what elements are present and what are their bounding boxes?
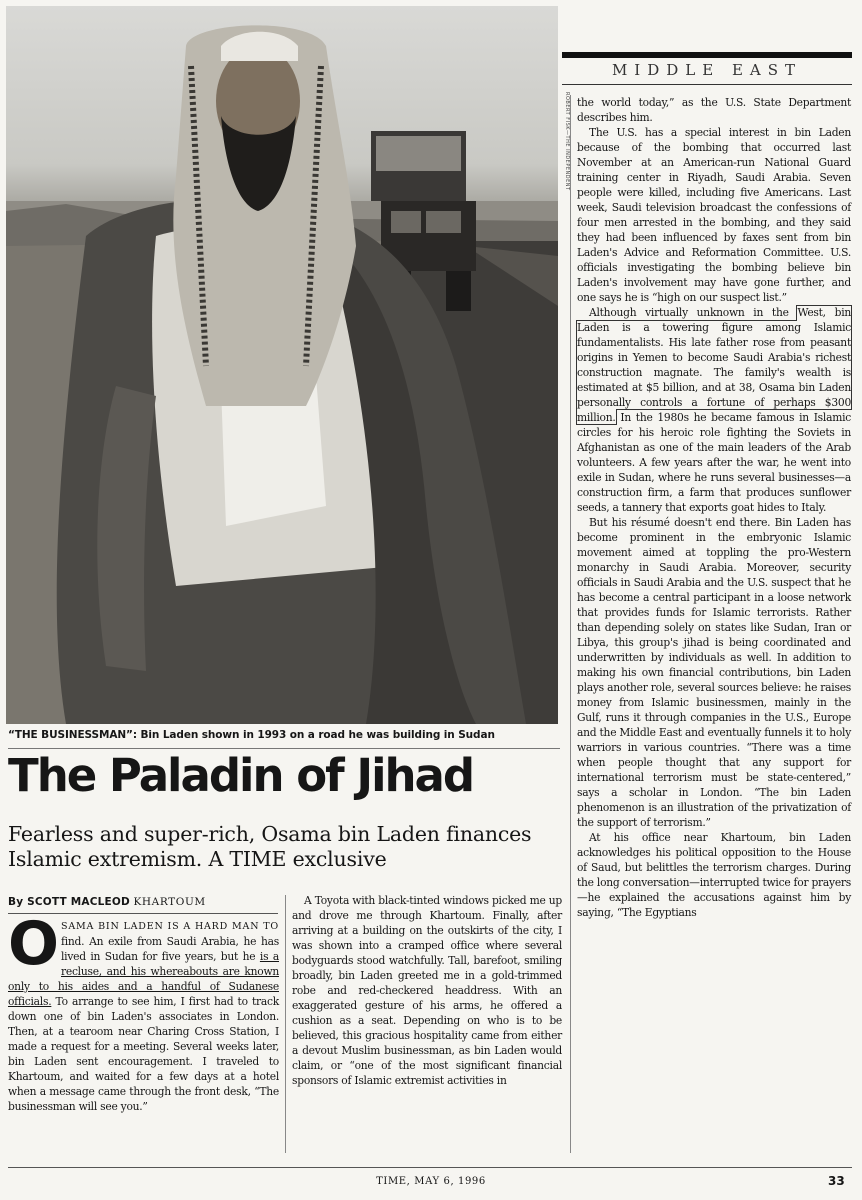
text-run: To arrange to see him, I first had to track down one of bin Laden's associates in London. Then, at a tearoom near Charing Cross Station, I made a request for a meeting. Several weeks later, bin Laden sent encouragement. I traveled to Khartoum, and waited for a few days at a hotel when a message came through the front desk, “The businessman will see you.” [8, 995, 279, 1113]
photo-credit: ROBERT FISK—THE INDEPENDENT [564, 92, 570, 191]
body-column-3 [577, 95, 851, 920]
paragraph: The U.S. has a special interest in bin Laden because of the bombing that occurred last November at an American-run National Guard training center in Riyadh, Saudi Arabia. Seven people were killed, including five Americans. Last week, Saudi television broadcast the confessions of four men arrested in the bombing, and they said they had been influenced by faxes sent from bin Laden's Advice and Reformation Committee. U.S. officials investigating the bombing believe bin Laden's involvement may have gone further, and one says he is “high on our suspect list.” [577, 126, 851, 304]
article-deck: Fearless and super-rich, Osama bin Laden finances Islamic extremism. A TIME exclusive [8, 822, 532, 871]
byline [8, 896, 278, 908]
marked-text: is a recluse, and his whereabouts are known only to his aides and a handful of Sudanese officials. [8, 950, 279, 1008]
section-bottom-rule [562, 84, 852, 85]
column-divider [285, 895, 286, 1153]
body-column-1 [8, 909, 279, 1114]
body-column-2 [292, 893, 562, 1088]
article-headline: The Paladin of Jihad [8, 749, 474, 802]
boxed-text: West, bin Laden is a towering figure among Islamic fundamentalists. His late father rose from peasant origins in Yemen to become Saudi Arabia's richest construction magnate. The family's wealth is estimated at $5 billion, and at 38, Osama bin Laden personally controls a fortune of perhaps $300 million. [577, 306, 852, 424]
drop-cap: O [8, 909, 58, 979]
paragraph: A Toyota with black-tinted windows picked me up and drove me through Khartoum. Finally, after arriving at a building on the outskirts of the city, I was shown into a cramped office where several bodyguards stood watchfully. Tall, barefoot, smiling broadly, bin Laden greeted me in a gold-trimmed robe and red-checkered headdress. With an exaggerated gesture of his arms, he offered a cushion as a seat. Depending on who is to be believed, this gracious hospitality came from either a devout Muslim businessman, as bin Laden would claim, or “one of the most significant financial sponsors of Islamic extremist activities in [292, 894, 562, 1087]
byline-author: By SCOTT MACLEOD [8, 896, 130, 908]
paragraph [577, 305, 851, 515]
section-top-rule [562, 52, 852, 58]
text-run: find. An exile from Saudi Arabia, he has lived in Sudan for five years, but he [61, 935, 279, 963]
issue-line: TIME, MAY 6, 1996 [376, 1176, 486, 1187]
footer-rule [8, 1167, 852, 1168]
paragraph [8, 909, 279, 1114]
section-name: MIDDLE EAST [611, 61, 803, 79]
paragraph: At his office near Khartoum, bin Laden acknowledges his political opposition to the House of Saud, but belittles the terrorism charges. During the long conversation—interrupted twice for prayers—he explained the accusations against him by saying, “The Egyptians [577, 831, 851, 919]
bin-laden-photo [6, 6, 558, 724]
paragraph: But his résumé doesn't end there. Bin Laden has become prominent in the embryonic Islamic movement aimed at toppling the pro-Western monarchy in Saudi Arabia. Moreover, security officials in Saudi Arabia and the U.S. suspect that he has become a central participant in a loose network that provides funds for Islamic terrorists. Rather than depending solely on states like Sudan, Iran or Libya, this group's jihad is being coordinated and underwritten by individuals as well. In addition to making his own financial contributions, bin Laden plays another role, several sources believe: he raises money from Islamic businessmen, mainly in the Gulf, runs it through companies in the U.S., Europe and the Middle East and eventually funnels it to holy warriors in various countries. “There was a time when people thought that any support for international terrorism must be state-centered,” says a scholar in London. “The bin Laden phenomenon is an illustration of the privatization of the support of terrorism.” [577, 516, 851, 829]
photo-caption: “THE BUSINESSMAN”: Bin Laden shown in 1993 on a road he was building in Sudan [8, 729, 495, 741]
column-divider [570, 95, 571, 1153]
paragraph: the world today,” as the U.S. State Department describes him. [577, 96, 851, 124]
lead-in-caps: SAMA BIN LADEN IS A HARD MAN TO [61, 921, 279, 932]
photo-illustration [6, 6, 558, 724]
text-run: Although virtually unknown in the [589, 306, 798, 319]
page-number: 33 [828, 1174, 845, 1188]
text-run: In the 1980s he became famous in Islamic circles for his heroic role fighting the Soviets in Afghanistan as one of the main leaders of the Arab volunteers. A few years after the war, he went into exile in Sudan, where he runs several businesses—a construction firm, a farm that produces sunflower seeds, a tannery that exports goat hides to Italy. [577, 411, 851, 514]
byline-location: KHARTOUM [133, 896, 206, 908]
